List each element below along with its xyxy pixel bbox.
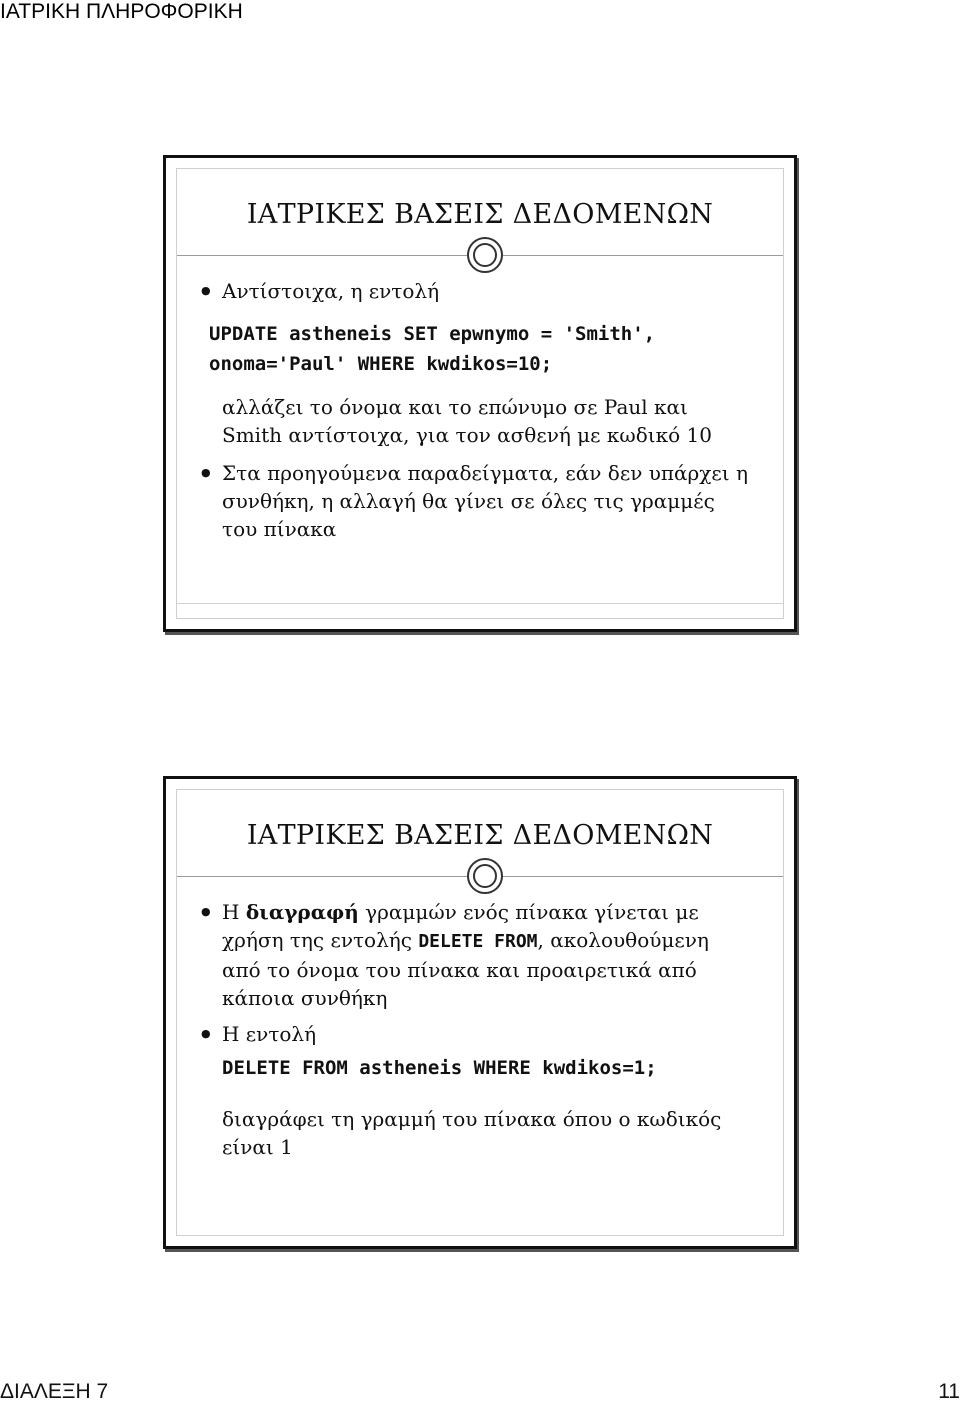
slide-1 <box>163 155 797 632</box>
double-circle-icon <box>467 237 503 273</box>
bullet-1-inline-code: DELETE FROM <box>418 931 538 952</box>
slide-2-code-line: DELETE FROM astheneis WHERE kwdikos=1; <box>222 1057 657 1079</box>
slide-1-code-line-2: onoma='Paul' WHERE kwdikos=10; <box>209 353 553 375</box>
page-header: ΙΑΤΡΙΚΗ ΠΛΗΡΟΦΟΡΙΚΗ <box>0 0 243 23</box>
slide-1-bullet-2: ● Στα προηγούμενα παραδείγματα, εάν δεν υπάρχει η συνθήκη, η αλλαγή θα γίνει σε όλες τις γραμμές του πίνακα <box>222 459 753 543</box>
slide-2-paragraph: διαγράφει τη γραμμή του πίνακα όπου ο κωδικός είναι 1 <box>222 1107 722 1159</box>
slide-1-frame <box>176 168 784 619</box>
slide-1-divider <box>177 236 783 276</box>
slide-2-bullet-1 <box>222 898 753 1012</box>
slide-2-divider <box>177 857 783 897</box>
bullet-1-prefix: Η <box>222 900 240 924</box>
slide-1-bottom-rule <box>177 603 783 608</box>
slide-1-bullet-1: ● Αντίστοιχα, η εντολή <box>222 277 753 305</box>
slide-1-title: ΙΑΤΡΙΚΕΣ ΒΑΣΕΙΣ ΔΕΔΟΜΕΝΩΝ <box>246 199 714 230</box>
bullet-1-bold-term: διαγραφή <box>245 900 359 924</box>
slide-1-paragraph: αλλάζει το όνομα και το επώνυμο σε Paul και Smith αντίστοιχα, για τον ασθενή με κωδικό 10 <box>222 395 712 447</box>
divider-line-right <box>503 876 783 877</box>
divider-line-left <box>177 876 467 877</box>
footer-lecture-label: ΔΙΑΛΕΞΗ 7 <box>0 1380 109 1403</box>
slide-2-title: ΙΑΤΡΙΚΕΣ ΒΑΣΕΙΣ ΔΕΔΟΜΕΝΩΝ <box>246 820 714 851</box>
double-circle-icon <box>467 858 503 894</box>
slide-2 <box>163 776 797 1249</box>
slide-2-frame <box>176 789 784 1236</box>
bullet-1-suffix: , ακολουθούμενη από το όνομα του πίνακα και προαιρετικά από κάποια συνθήκη <box>222 928 709 1010</box>
slide-1-code-line-1: UPDATE astheneis SET epwnymo = 'Smith', <box>209 323 656 345</box>
divider-line-left <box>177 255 467 256</box>
bullet-1-middle: γραμμών ενός πίνακα γίνεται με χρήση της εντολής <box>222 900 699 952</box>
slide-2-bullet-2: ● Η εντολή <box>222 1020 753 1048</box>
footer-page-number: 11 <box>938 1380 960 1403</box>
divider-line-right <box>503 255 783 256</box>
